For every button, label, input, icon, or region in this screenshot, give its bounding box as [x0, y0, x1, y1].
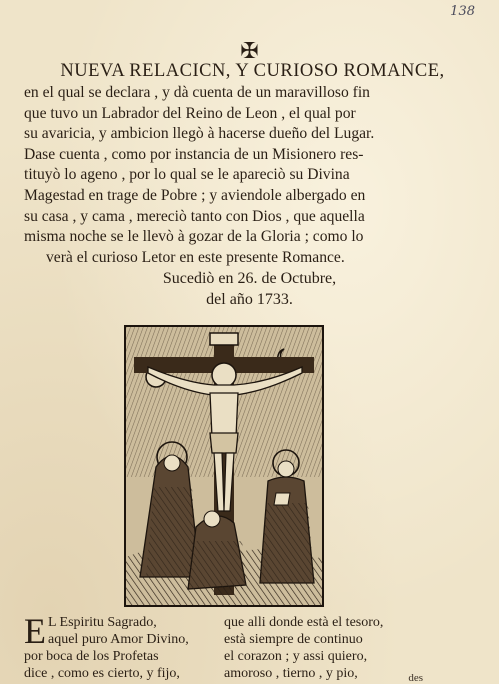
- body-line: su casa , y cama , mereciò tanto con Dios , que aquella: [24, 207, 365, 225]
- cross-ornament-icon: ✠: [240, 38, 259, 63]
- crucifixion-woodcut: [124, 325, 324, 607]
- body-line: Magestad en trage de Pobre ; y aviendole albergado en: [24, 186, 366, 204]
- body-line: en el qual se declara , y dà cuenta de un maravilloso fin: [24, 84, 370, 101]
- catchword: des: [408, 672, 423, 684]
- date-year: del año 1733.: [206, 291, 293, 308]
- date-line: Sucediò en 26. de Octubre,: [162, 270, 337, 287]
- date-block: [0, 268, 499, 310]
- crucifixion-illustration: [126, 327, 322, 605]
- verse-column-left: [24, 611, 214, 682]
- body-line: misma noche se le llevò à gozar de la Gloria ; como lo: [24, 228, 364, 246]
- body-line: su avaricia, y ambicion llegò à hacerse dueño del Lugar.: [24, 125, 375, 143]
- verse-line: que alli donde està el tesoro,: [224, 615, 384, 630]
- verse-line: està siempre de continuo: [224, 632, 363, 647]
- verse-line: el corazon ; y assi quiero,: [224, 649, 368, 664]
- body-line: tituyò lo ageno , por lo qual se le apareciò su Divina: [24, 166, 350, 184]
- verse-line: amoroso , tierno , y pio,: [224, 666, 358, 681]
- verse-line: aquel puro Amor Divino,: [48, 632, 189, 647]
- verse-line: dice , como es cierto, y fijo,: [24, 666, 180, 681]
- page-title: NUEVA RELACICN, Y CURIOSO ROMANCE,: [60, 61, 445, 81]
- body-line: verà el curioso Letor en este presente Romance.: [46, 248, 345, 266]
- verse-column-right: [224, 614, 424, 682]
- body-line: que tuvo un Labrador del Reino de Leon , el qual por: [24, 104, 356, 122]
- body-text: [24, 83, 484, 268]
- body-line: Dase cuenta , como por instancia de un Misionero res-: [24, 145, 364, 163]
- folio-number: 138: [450, 4, 475, 19]
- verse-line: L Espiritu Sagrado,: [48, 615, 157, 630]
- drop-cap: E: [24, 611, 46, 651]
- verse-line: por boca de los Profetas: [24, 649, 159, 664]
